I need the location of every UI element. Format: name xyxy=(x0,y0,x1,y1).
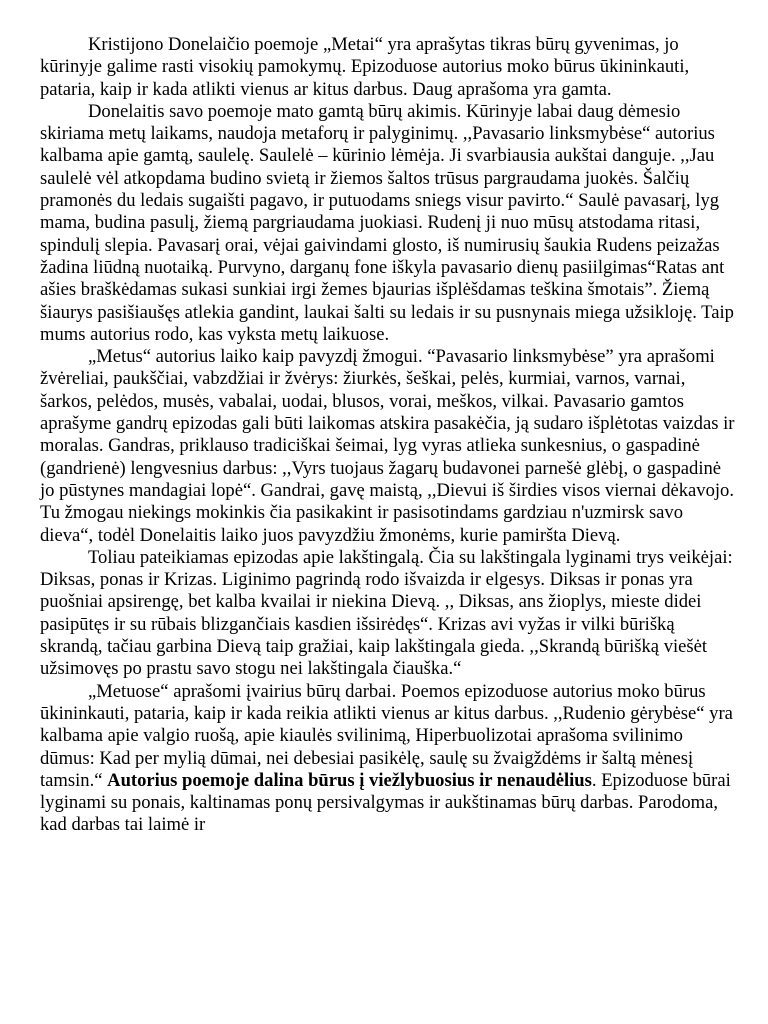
paragraph-3: „Metus“ autorius laiko kaip pavyzdį žmogui. “Pavasario linksmybėse” yra aprašomi žvėreliai, paukščiai, vabzdžiai ir žvėrys: žiurkės, šeškai, pelės, kurmiai, varnos, varnai, šarkos, pelėdos, musės, vabalai, uodai, blusos, vorai, meškos, vilkai. Pavasario gamtos aprašyme gandrų epizodas gali būti laikomas atskira pasakėčia, ją sudaro išplėtotas vaizdas ir moralas. Gandras, priklauso tradiciškai šeimai, lyg vyras atlieka sunkesnius, o gaspadinė (gandrienė) lengvesnius darbus: ,,Vyrs tuojaus žagarų budavonei parnešė glėbį, o gaspadinė jo pūstynes mandagiai lopė“. Gandrai, gavę maistą, ,,Dievui iš širdies visos viernai dėkavojo. Tu žmogau niekings mokinkis čia pasikakint ir pasisotindams gardziau n'uzmirsk savo dieva“, todėl Donelaitis laiko juos pavyzdžiu žmonėms, kurie pamiršta Dievą. xyxy=(40,346,735,546)
paragraph-5-text: „Metuose“ aprašomi įvairius būrų darbai. Poemos epizoduose autorius moko būrus ūkininkauti, pataria, kaip ir kada reikia atlikti vienus ar kitus darbus. ,,Rudenio gėrybėse“ yra kalbama apie valgio ruošą, apie kiaulės svilinimą, Hiperbuolizotai aprašoma svilinimo dūmus: Kad per mylią dūmai, nei debesiai pasikėlę, saulę su žvaigždėms ir šaltą mėnesį tamsin.“ xyxy=(40,680,733,791)
paragraph-5-tail-text: . Epizoduose būrai lyginami su ponais, kaltinamas ponų persivalgymas ir aukštinamas būrų darbas. Parodoma, kad darbas tai laimė ir xyxy=(40,769,731,836)
document-page xyxy=(40,34,740,837)
paragraph-1: Kristijono Donelaičio poemoje „Metai“ yra aprašytas tikras būrų gyvenimas, jo kūrinyje galime rasti visokių pamokymų. Epizoduose autorius moko būrus ūkininkauti, pataria, kaip ir kada atlikti vienus ar kitus darbus. Daug aprašoma yra gamta. xyxy=(40,34,690,100)
paragraph-5 xyxy=(40,681,740,837)
paragraph-2: Donelaitis savo poemoje mato gamtą būrų akimis. Kūrinyje labai daug dėmesio skiriama metų laikams, naudoja metaforų ir palyginimų. ,,Pavasario linksmybėse“ autorius kalbama apie gamtą, saulelę. Saulelė – kūrinio lėmėja. Ji svarbiausia aukštai danguje. ,,Jau saulelė vėl atkopdama budino svietą ir žiemos šaltos trūsus pargraudama juokės. Šalčių pramonės du ledais sugaišti pagavo, ir putuodams sniegs visur pavirto.“ Saulė pavasarį, lyg mama, budina pasulį, žiemą pargriaudama juokiasi. Rudenį ji nuo mūsų atstodama ritasi, spindulį slepia. Pavasarį orai, vėjai gaivindami glosto, iš numirusių šaukia Rudens peizažas žadina liūdną nuotaiką. Purvyno, darganų fone iškyla pavasario dienų pasiilgimas“Ratas ant ašies braškėdamas sukasi sunkiai irgi žemes bjaurias išplėšdamas teškina šmotais”. Žiemą šiaurys pasišiaušęs atlekia gandint, laukai šalti su ledais ir su pusnynais miega užsikloję. Taip mums autorius rodo, kas vyksta metų laikuose. xyxy=(40,100,734,345)
paragraph-4: Toliau pateikiamas epizodas apie lakštingalą. Čia su lakštingala lyginami trys veikėjai: Diksas, ponas ir Krizas. Liginimo pagrindą rodo išvaizda ir elgesys. Diksas ir ponas yra puošniai apsirengę, bet kalba kvailai ir niekina Dievą. ,, Diksas, ans žioplys, mieste didei pasipūtęs ir su rūbais blizgančiais kasdien išsirėdęs“. Krizas avi vyžas ir vilki būrišką skrandą, tačiau garbina Dievą taip gražiai, kaip lakštingala gieda. ,,Skrandą būrišką viešėt užsimovęs po prastu savo stogu nei lakštingala čiauška.“ xyxy=(40,546,733,680)
paragraph-5-bold-text: Autorius poemoje dalina būrus į viežlybuosius ir nenaudėlius xyxy=(107,769,592,791)
